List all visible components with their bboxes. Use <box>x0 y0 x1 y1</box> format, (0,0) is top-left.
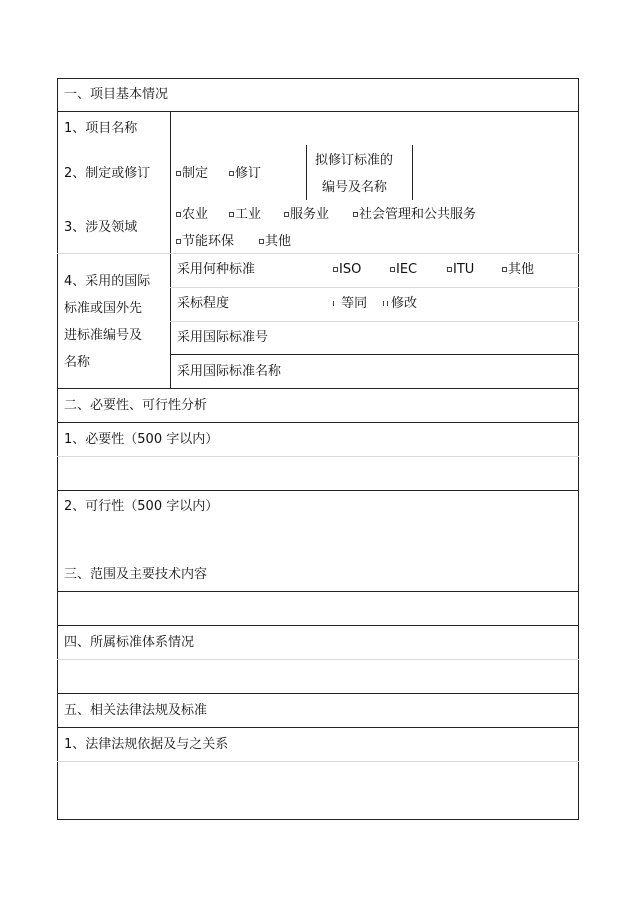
row-divider <box>170 354 579 355</box>
adopt-option[interactable] <box>333 262 361 278</box>
row-divider <box>57 591 579 592</box>
option-label: 修改 <box>391 296 418 311</box>
checkbox-icon[interactable] <box>353 212 358 217</box>
option-label: IEC <box>396 262 418 277</box>
row-divider <box>57 111 579 112</box>
domain-option[interactable] <box>176 234 234 250</box>
adopt-option[interactable] <box>447 262 474 278</box>
intl-std-number-label: 采用国际标准号 <box>177 330 269 345</box>
revision-option-draft[interactable] <box>176 166 208 182</box>
revised-std-box-right <box>412 145 413 200</box>
option-label: 其他 <box>508 262 535 277</box>
intl-std-label: 4、采用的国际 <box>64 274 151 289</box>
checkbox-icon[interactable] <box>447 267 452 272</box>
row-divider <box>57 422 579 423</box>
domain-option[interactable] <box>229 207 261 223</box>
law-basis-label: 1、法律法规依据及与之关系 <box>64 737 229 752</box>
intl-std-label: 名称 <box>64 355 91 370</box>
option-label: 农业 <box>182 207 209 222</box>
domain-option[interactable] <box>259 234 291 250</box>
checkbox-icon[interactable] <box>284 212 289 217</box>
row-divider <box>57 490 579 491</box>
revised-std-label: 编号及名称 <box>322 180 388 195</box>
section5-title: 五、相关法律法规及标准 <box>64 703 208 718</box>
necessity-label: 1、必要性（500 字以内） <box>64 432 219 447</box>
checkbox-icon[interactable] <box>502 267 507 272</box>
option-label: ITU <box>453 262 475 277</box>
option-label: 等同 <box>341 296 368 311</box>
checkbox-icon[interactable] <box>176 239 181 244</box>
domain-option[interactable] <box>284 207 329 223</box>
adopt-option[interactable] <box>390 262 417 278</box>
row-divider <box>57 761 579 762</box>
option-label: 其他 <box>265 234 292 249</box>
label-column-divider <box>170 111 171 388</box>
row-divider <box>170 287 579 288</box>
section4-title: 四、所属标准体系情况 <box>64 635 195 650</box>
checkbox-icon[interactable] <box>333 301 336 306</box>
revised-std-label: 拟修订标准的 <box>315 153 394 168</box>
row-divider <box>57 253 579 254</box>
domain-option[interactable] <box>176 207 208 223</box>
checkbox-icon <box>387 301 390 306</box>
option-label: ISO <box>339 262 362 277</box>
row-divider <box>57 727 579 728</box>
option-label: 节能环保 <box>182 234 235 249</box>
revision-type-label: 2、制定或修订 <box>64 166 151 181</box>
checkbox-icon[interactable] <box>259 239 264 244</box>
checkbox-icon[interactable] <box>229 212 234 217</box>
option-label: 社会管理和公共服务 <box>359 207 477 222</box>
row-divider <box>57 456 579 457</box>
adopt-degree-label: 采标程度 <box>177 296 230 311</box>
checkbox-icon[interactable] <box>229 171 234 176</box>
revised-std-box-left <box>306 145 307 200</box>
row-divider <box>170 321 579 322</box>
checkbox-icon[interactable] <box>383 301 386 306</box>
option-label: 修订 <box>235 166 262 181</box>
row-divider <box>57 693 579 694</box>
intl-std-label: 进标准编号及 <box>64 328 143 343</box>
checkbox-icon[interactable] <box>390 267 395 272</box>
section1-title: 一、项目基本情况 <box>64 87 169 102</box>
intl-std-name-label: 采用国际标准名称 <box>177 364 282 379</box>
degree-option[interactable] <box>333 296 367 312</box>
checkbox-icon[interactable] <box>333 267 338 272</box>
section2-title: 二、必要性、可行性分析 <box>64 398 208 413</box>
checkbox-icon[interactable] <box>176 171 181 176</box>
revision-option-revise[interactable] <box>229 166 261 182</box>
adopt-which-label: 采用何种标准 <box>177 262 256 277</box>
option-label: 服务业 <box>290 207 330 222</box>
domain-option[interactable] <box>353 207 476 223</box>
section3-title: 三、范围及主要技术内容 <box>64 567 208 582</box>
row-divider <box>57 625 579 626</box>
intl-std-label: 标准或国外先 <box>64 301 143 316</box>
row-divider <box>57 659 579 660</box>
degree-option[interactable] <box>383 296 417 312</box>
feasibility-label: 2、可行性（500 字以内） <box>64 499 219 514</box>
project-name-label: 1、项目名称 <box>64 121 138 136</box>
option-label: 制定 <box>182 166 209 181</box>
option-label: 工业 <box>235 207 262 222</box>
checkbox-icon[interactable] <box>176 212 181 217</box>
domain-label: 3、涉及领域 <box>64 220 138 235</box>
row-divider <box>57 388 579 389</box>
adopt-option[interactable] <box>502 262 534 278</box>
